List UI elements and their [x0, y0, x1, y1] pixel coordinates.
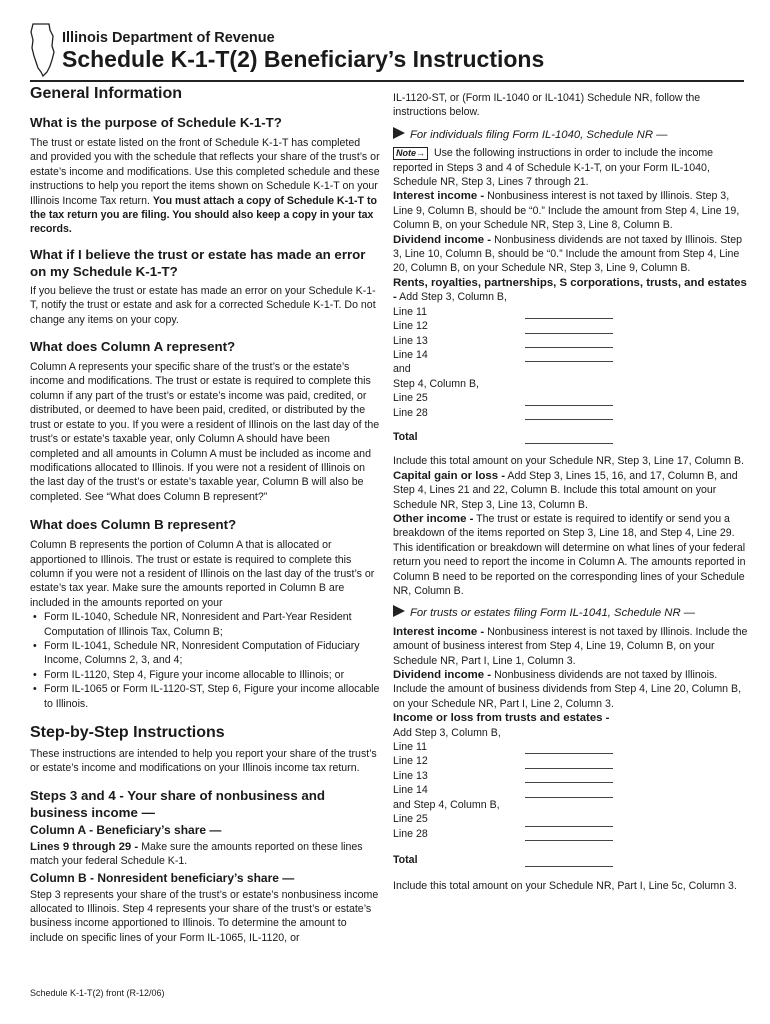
- title-rule: [30, 80, 744, 82]
- amount-blank[interactable]: [525, 786, 613, 798]
- dividend-income-lead: Dividend income -: [393, 233, 492, 246]
- line-entry: Line 13: [393, 769, 748, 783]
- capital-gain-text: Add Step 3, Lines 15, 16, and 17, Column B, and Step 4, Lines 21 and 22, Column B. Include this total amount on your Schedule NR, Step 3, Line 13, Column B.: [393, 469, 738, 511]
- lines-9-29-text: Make sure the amounts reported on these lines match your federal Schedule K-1.: [30, 840, 363, 868]
- purpose-question: What is the purpose of Schedule K-1-T?: [30, 115, 282, 130]
- agency-name: Illinois Department of Revenue: [62, 30, 275, 46]
- page-title: Schedule K-1-T(2) Beneficiary’s Instructions: [62, 46, 545, 72]
- arrow-right-icon: [393, 127, 405, 139]
- trust-interest-text: Nonbusiness interest is not taxed by Illinois. Include the amount of business interest from Step 4, Line 19, Column B, on your Schedule NR, Part I, Line 1, Column 3.: [393, 625, 748, 667]
- interest-income-lead: Interest income -: [393, 190, 485, 203]
- list-item: • Form IL-1041, Schedule NR, Nonresident Computation of Fiduciary Income, Columns 2, 3, and 4;: [30, 639, 380, 668]
- amount-blank[interactable]: [525, 336, 613, 348]
- trust-after-text: Include this total amount on your Schedule NR, Part I, Line 5c, Column 3.: [393, 880, 737, 893]
- line-entry: Line 12: [393, 754, 748, 768]
- line-entry: Line 25: [393, 391, 748, 405]
- line-entry: Line 12: [393, 319, 748, 333]
- other-income-text: The trust or estate is required to identify or send you a breakdown of the items reported on Step 3, Line 18, and Step 4, Line 29. This identification or breakdown will determine on what lines of your federal return you need to report the income in Column A. The amounts reported in Column B need to be reported on the corresponding lines of your Schedule NR, Column B.: [393, 512, 746, 597]
- and-label: and: [393, 363, 411, 376]
- line-entry: Line 11: [393, 305, 748, 319]
- purpose-attach-note: You must attach a copy of Schedule K-1-T to the tax return you are filing. You should also keep a copy in your tax records.: [30, 194, 377, 236]
- trust-income-lead: Income or loss from trusts and estates -: [393, 712, 610, 725]
- rents-add: Add Step 3, Column B,: [399, 291, 507, 304]
- line-entry: Line 25: [393, 812, 748, 826]
- trust-step4-label: and Step 4, Column B,: [393, 798, 500, 811]
- amount-blank[interactable]: [525, 432, 613, 444]
- amount-blank[interactable]: [525, 322, 613, 334]
- general-information-heading: General Information: [30, 85, 183, 102]
- list-item: • Form IL-1040, Schedule NR, Nonresident and Part-Year Resident Computation of Illinois Tax, Column B;: [30, 610, 380, 639]
- list-item: • Form IL-1120, Step 4, Figure your income allocable to Illinois; or: [30, 668, 380, 682]
- individuals-heading: For individuals filing Form IL-1040, Schedule NR —: [410, 128, 668, 141]
- line-entry: Line 28: [393, 406, 748, 420]
- amount-blank[interactable]: [525, 829, 613, 841]
- step-by-step-text: These instructions are intended to help you report your share of the trust’s or estate’s income and modifications on your Illinois income tax return.: [30, 748, 377, 775]
- amount-blank[interactable]: [525, 771, 613, 783]
- continued-text: IL-1120-ST, or (Form IL-1040 or IL-1041) Schedule NR, follow the instructions below.: [393, 92, 701, 119]
- purpose-text: The trust or estate listed on the front of Schedule K-1-T has completed and provided you with the schedule that reflects your share of the trust’s or estate’s income and modifications. Use this completed schedule and these instructions to help you report the items shown on Schedule K-1-T on your Illinois Income Tax return.: [30, 137, 380, 207]
- right-column: [393, 91, 748, 894]
- rents-lead: Rents, royalties, partnerships, S corporations, trusts, and estates -: [393, 276, 747, 304]
- amount-blank[interactable]: [525, 757, 613, 769]
- error-question: What if I believe the trust or estate has made an error on my Schedule K-1-T?: [30, 246, 366, 279]
- steps-3-4-heading: Steps 3 and 4 - Your share of nonbusiness and business income —: [30, 787, 326, 820]
- illinois-state-outline-icon: [30, 22, 56, 78]
- interest-income-text: Nonbusiness interest is not taxed by Illinois. Step 3, Line 9, Column B, should be “0.” Include the amount from Step 4, Line 19, Column B, on your Schedule NR, Step 3, Line 8, Column B.: [393, 190, 740, 232]
- amount-blank[interactable]: [525, 350, 613, 362]
- trust-add: Add Step 3, Column B,: [393, 726, 501, 739]
- arrow-right-icon: [393, 605, 405, 617]
- column-b-text: Column B represents the portion of Column A that is allocated or apportioned to Illinois. The trust or estate is required to complete this column if you were not a resident of Illinois on the last day of the trust’s or estate’s tax year. Make sure the amounts reported in Column B are included in the amounts reported on your: [30, 539, 375, 609]
- total-entry: Total: [393, 853, 748, 867]
- step-by-step-heading: Step-by-Step Instructions: [30, 724, 225, 741]
- trust-interest-lead: Interest income -: [393, 625, 485, 638]
- other-income-lead: Other income -: [393, 512, 474, 525]
- column-a-question: What does Column A represent?: [30, 339, 236, 355]
- line-entry: Line 14: [393, 783, 748, 797]
- column-b-form-list: [30, 610, 380, 711]
- lines-9-29-lead: Lines 9 through 29 -: [30, 840, 139, 853]
- column-b-share-heading: Column B - Nonresident beneficiary’s share —: [30, 870, 295, 885]
- note-icon: Note→: [393, 147, 428, 160]
- amount-blank[interactable]: [525, 742, 613, 754]
- rents-after-text: Include this total amount on your Schedule NR, Step 3, Line 17, Column B.: [393, 455, 744, 468]
- amount-blank[interactable]: [525, 855, 613, 867]
- left-column: [30, 84, 380, 945]
- column-a-text: Column A represents your specific share of the trust’s or the estate’s income and modifications. The trust or estate is required to complete this column if any part of the trust’s or estate’s income was paid, credited, or distributed, or deemed to have been paid, credited, or distributed by the trust or estate to you. If you were a resident of Illinois on the last day of the trust’s or estate’s taxable year, only Column A should have been completed and all amounts in Column A must be included as income and modifications allocated to Illinois. If you were not a resident of Illinois on the last day of the trust’s or estate’s taxable year, Column B will also be completed. See “What does Column B represent?”: [30, 361, 380, 503]
- line-entry: Line 13: [393, 334, 748, 348]
- amount-blank[interactable]: [525, 408, 613, 420]
- error-text: If you believe the trust or estate has made an error on your Schedule K-1-T, notify the trust or estate and ask for a corrected Schedule K-1-T. Do not change any items on your copy.: [30, 284, 376, 326]
- capital-gain-lead: Capital gain or loss -: [393, 469, 506, 482]
- line-entry: Line 14: [393, 348, 748, 362]
- amount-blank[interactable]: [525, 307, 613, 319]
- list-item: • Form IL-1065 or Form IL-1120-ST, Step 6, Figure your income allocable to Illinois.: [30, 682, 380, 711]
- column-b-question: What does Column B represent?: [30, 517, 237, 533]
- step4-label: Step 4, Column B,: [393, 377, 479, 390]
- column-b-share-text: Step 3 represents your share of the trust’s or estate’s nonbusiness income allocated to Illinois. Step 4 represents your share of the trust’s or estate’s business income apportioned to Illinois. To determine the amount to include on specific lines of your Form IL-1065, IL-1120, or: [30, 888, 379, 944]
- line-entry: Line 28: [393, 827, 748, 841]
- dividend-income-text: Nonbusiness dividends are not taxed by Illinois. Step 3, Line 10, Column B, should be “0.” Include the amount from Step 4, Line 20, Column B, on your Schedule NR, Step 3, Line 9, Column B.: [393, 233, 742, 275]
- trusts-heading: For trusts or estates filing Form IL-1041, Schedule NR —: [410, 607, 696, 620]
- total-entry: Total: [393, 430, 748, 444]
- note-text: Use the following instructions in order to include the income reported in Steps 3 and 4 of Schedule K-1-T, on your Form IL-1040, Schedule NR, Step 3, Lines 7 through 21.: [393, 147, 714, 189]
- line-entry: Line 11: [393, 740, 748, 754]
- form-footer: Schedule K-1-T(2) front (R-12/06): [30, 988, 165, 998]
- trust-dividend-text: Nonbusiness dividends are not taxed by Illinois. Include the amount of business dividends from Step 4, Line 20, Column B, on your Schedule NR, Part I, Line 2, Column 3.: [393, 669, 742, 710]
- amount-blank[interactable]: [525, 394, 613, 406]
- amount-blank[interactable]: [525, 815, 613, 827]
- trust-dividend-lead: Dividend income -: [393, 669, 492, 682]
- column-a-share-heading: Column A - Beneficiary’s share —: [30, 822, 222, 837]
